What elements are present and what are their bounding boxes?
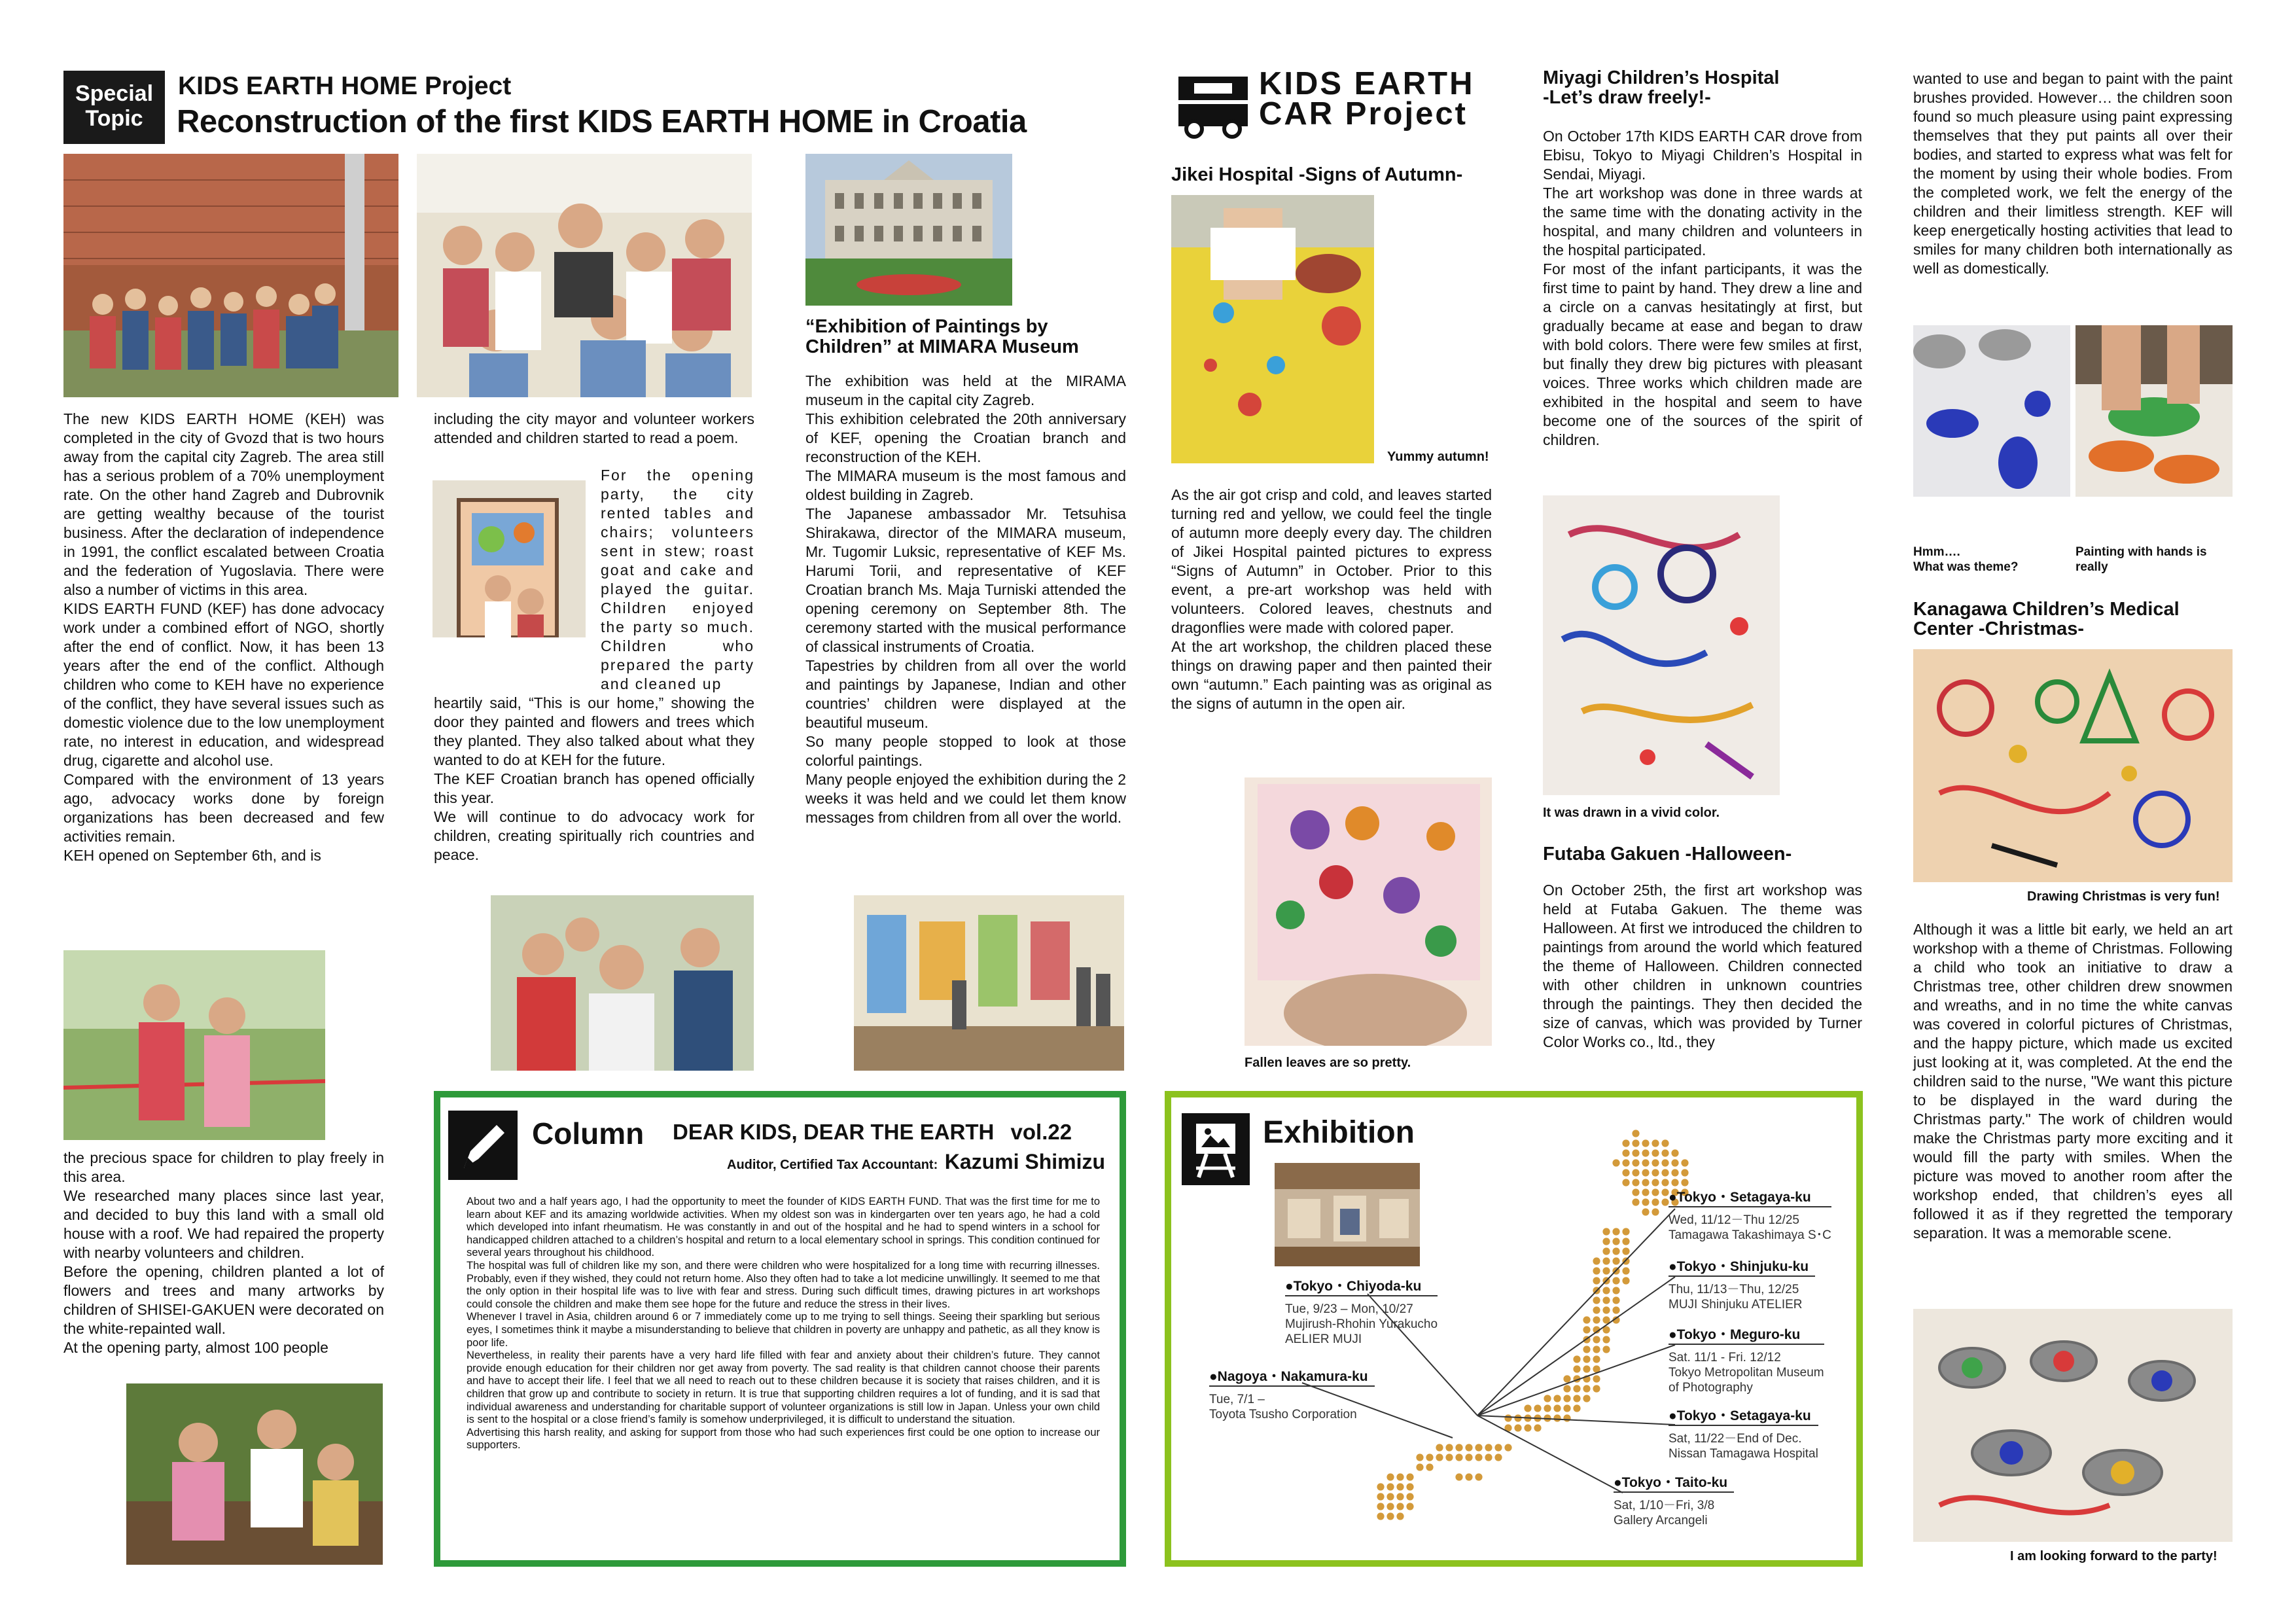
column-text	[467, 1196, 1100, 1452]
venue-shinjuku-date: Thu, 11/13－Thu, 12/25	[1669, 1283, 1799, 1296]
mimara-p4: The Japanese ambassador Mr. Tetsuhisa Shirakawa, director of the MIMARA museum, Mr. Tugomir Luksic, representative of KEF Ms. Harumi Torii, and representative of KEF Croatian branch Ms. Maja Turniski attended the opening ceremony on September 8th. The ceremony started with the musical performance of classical instruments of Croatia.	[805, 505, 1126, 655]
venue-chiyoda-loc: ●Tokyo・Chiyoda-ku	[1285, 1275, 1438, 1296]
keh-col1-p1: The new KIDS EARTH HOME (KEH) was completed in the city of Gvozd that is two hours away from the capital city Zagreb. The area still has a serious problem of a 70% unemployment rate. On the other hand Zagreb and Dubrovnik are getting wealthy because of the tourist business. After the declaration of independence in 1991, the conflict escalated between Croatia and the federation of Yugoslavia. There were also a number of victims in this area.	[63, 410, 384, 598]
venue-setagaya1-place1: Tamagawa Takashimaya S･C	[1669, 1228, 1831, 1242]
venue-setagaya1-loc: ●Tokyo・Setagaya-ku	[1669, 1186, 1831, 1207]
venue-nagoya-loc: ●Nagoya・Nakamura-ku	[1209, 1366, 1375, 1387]
mimara-text	[805, 372, 1126, 827]
column-author-role: Auditor, Certified Tax Accountant:	[727, 1158, 938, 1172]
keh-col1b-p3: Before the opening, children planted a lot of flowers and trees and many artworks by children of SHISEI-GAKUEN were decorated on the white-repainted wall.	[63, 1263, 384, 1337]
venue-meguro-date: Sat. 11/1 - Fri. 12/12	[1669, 1351, 1781, 1364]
kanagawa-heading-1: Kanagawa Children’s Medical	[1913, 599, 2180, 620]
keh-col2-wrap-p: For the opening party, the city rented tables and chairs; volunteers sent in stew; roast goat and cake and played the guitar. Children enjoyed the party so much. Children who prepared the party and cleaned up	[601, 467, 754, 692]
miyagi-p1: On October 17th KIDS EARTH CAR drove from Ebisu, Tokyo to Miyagi Children’s Hospital in Sendai, Miyagi.	[1543, 128, 1862, 183]
miyagi-p2: The art workshop was done in three wards at the same time with the donating activity in the hospital, and many children and volunteers in the hospital participated.	[1543, 185, 1862, 259]
mimara-p2: This exhibition celebrated the 20th anniversary of KEF, opening the Croatian branch and reconstruction of the KEH.	[805, 410, 1126, 465]
special-topic-badge	[63, 71, 165, 144]
column-series-name: DEAR KIDS, DEAR THE EARTH	[673, 1120, 995, 1144]
keh-col1-bottom	[63, 1149, 384, 1357]
column-box	[434, 1091, 1126, 1567]
keh-col1b-p4: At the opening party, almost 100 people	[63, 1339, 328, 1356]
column-label: Column	[532, 1116, 645, 1150]
exhibition-box	[1165, 1091, 1863, 1567]
venue-chiyoda-place1: Mujirush-Rhohin Yurakucho	[1285, 1317, 1438, 1331]
column-series	[673, 1120, 1072, 1145]
column-author-name: Kazumi Shimizu	[944, 1150, 1106, 1173]
jikei-heading: Jikei Hospital -Signs of Autumn-	[1171, 164, 1463, 185]
girls-ribbon-photo	[63, 950, 325, 1140]
venue-taito-place1: Gallery Arcangeli	[1614, 1514, 1708, 1527]
hands-caption-1: Painting with hands is	[2075, 545, 2207, 559]
keh-col2-p1: including the city mayor and volunteer workers attended and children started to read a poem.	[434, 410, 754, 446]
column-author	[727, 1150, 1105, 1174]
bowls-caption-2: What was theme?	[1913, 560, 2019, 574]
keh-col1b-p1: the precious space for children to play freely in this area.	[63, 1149, 384, 1185]
venue-meguro-place1: Tokyo Metropolitan Museum	[1669, 1366, 1824, 1380]
party-bowls-photo	[1913, 1309, 2233, 1542]
venue-shinjuku-loc: ●Tokyo・Shinjuku-ku	[1669, 1256, 1815, 1277]
keh-col1-p3: Compared with the environment of 13 years ago, advocacy works done by foreign organizations has been decreased and few activities remain.	[63, 771, 384, 845]
bowls-caption-1: Hmm….	[1913, 545, 1960, 559]
column-p3: Whenever I travel in Asia, children around 6 or 7 immediately come up to me trying to sell things. Seeing their sparkling but serious eyes, I sometimes think it maybe a misunderstanding to believe that children in poverty are unhappy and pathetic, as all they know is poor life.	[467, 1311, 1100, 1349]
column-p2: The hospital was full of children like my son, and there were children who were hospitalized for a long time with recurring illnesses. Probably, even if they wished, they could not return home. Also they often had to take a lot medicine unwillingly. It seemed to me that the only option in their hospital life was to live with fear and stress. During such difficult times, drawing pictures in art workshops could console the children and make them see hope for the future and reduce the stress in their lives.	[467, 1259, 1100, 1310]
miyagi-text	[1543, 127, 1862, 450]
keh-col1-p2: KIDS EARTH FUND (KEF) has done advocacy work under a combined effort of NGO, shortly after the end of conflict. Now, it has been 13 years after the end of the conflict. Although children who come to KEH have no experience of the conflict, they have several issues such as domestic violence due to the low unemployment rate, no interest in education, and widespread drug, cigarette and alcohol use.	[63, 600, 384, 769]
kanagawa-heading-2: Center -Christmas-	[1913, 618, 2085, 639]
keh-col2-rest	[434, 694, 754, 865]
mimara-heading: “Exhibition of Paintings by Children” at MIMARA Museum	[805, 316, 1079, 357]
jikei-leaves-photo	[1245, 777, 1492, 1046]
keh-col1b-p2: We researched many places since last year, and decided to buy this land with a small old house with a roof. We had repaired the property with nearby volunteers and children.	[63, 1187, 384, 1261]
keh-group-photo	[63, 154, 398, 397]
venue-setagaya2-place1: Nissan Tamagawa Hospital	[1669, 1447, 1818, 1461]
keh-col2-wrap	[601, 466, 754, 694]
boys-photo	[491, 895, 754, 1071]
jikei-caption-1: Yummy autumn!	[1387, 450, 1489, 464]
jikei-text	[1171, 486, 1492, 713]
column-p5: Advertising this harsh reality, and asking for support from those who had such experiences first could be one option to increase our supporters.	[467, 1426, 1100, 1452]
car-project-title-1: KIDS EARTH	[1259, 66, 1475, 101]
venue-taito-loc: ●Tokyo・Taito-ku	[1614, 1472, 1734, 1493]
hands-caption	[2075, 544, 2207, 575]
venue-setagaya2-loc: ●Tokyo・Setagaya-ku	[1669, 1405, 1818, 1426]
mimara-p1: The exhibition was held at the MIRAMA museum in the capital city Zagreb.	[805, 372, 1126, 408]
jikei-p2: At the art workshop, the children placed these things on drawing paper and then painted their own “autumn.” Each painting was as original as the signs of autumn in the open air.	[1171, 638, 1492, 712]
jikei-p1: As the air got crisp and cold, and leaves started turning red and yellow, we could feel the tingle of autumn more deeply every day. The children of Jikei Hospital painted pictures to express “Signs of Autumn” in October. Prior to this event, a pre-art workshop was held with volunteers. Colored leaves, chestnuts and dragonflies were made with colored paper.	[1171, 486, 1492, 636]
jikei-caption-2: Fallen leaves are so pretty.	[1245, 1056, 1411, 1070]
exhibition-title: Exhibition	[1263, 1115, 1415, 1150]
bowls-caption	[1913, 544, 2018, 575]
mimara-p6: So many people stopped to look at those colorful paintings.	[805, 733, 1126, 769]
miyagi-heading-1: Miyagi Children’s Hospital	[1543, 67, 1780, 88]
venue-shinjuku-place1: MUJI Shinjuku ATELIER	[1669, 1298, 1803, 1311]
venue-taito-date: Sat, 1/10－Fri, 3/8	[1614, 1499, 1715, 1512]
hand-painting-photo	[2075, 325, 2233, 497]
special-topic-badge-line2: Topic	[85, 106, 143, 131]
christmas-caption: Drawing Christmas is very fun!	[2027, 889, 2220, 904]
kanagawa-text	[1913, 920, 2233, 1243]
futaba-cont-p1: wanted to use and began to paint with the paint brushes provided. However… the children soon found so much pleasure using paint expressing themselves that they put paints all over their bodies, and started to express what was felt for the moment by using their whole bodies. From the completed work, we felt the energy of the children and their limitless strength. KEF will keep energetically hosting activities that lead to smiles for many children both internationally as well as domestically.	[1913, 70, 2233, 277]
pen-icon	[448, 1111, 518, 1180]
hands-caption-2: really	[2075, 560, 2108, 574]
keh-children-photo	[417, 154, 752, 397]
door-girls-photo	[433, 480, 586, 637]
mimara-p7: Many people enjoyed the exhibition during the 2 weeks it was held and we could let them know messages from children from all over the world.	[805, 771, 1126, 826]
venue-leader-lines	[1171, 1097, 1856, 1560]
miyagi-p3: For most of the infant participants, it was the first time to paint by hand. They drew a line and a circle on a canvas hesitatingly at first, but gradually became at ease and began to draw with bold colors. There were few smiles at first, but finally they drew big pictures with pleasant voices. Three works which children made are exhibited in the hospital and seem to have become one of the sources of the spirit of children.	[1543, 260, 1862, 448]
miyagi-heading-2: -Let’s draw freely!-	[1543, 87, 1711, 108]
futaba-p1: On October 25th, the first art workshop was held at Futaba Gakuen. The theme was Halloween. At first we introduced the children to paintings from around the world which featured the theme of Halloween. Children connected with other children in unknown countries through the paintings. They then decided the size of canvas, which was provided by Turner Color Works co., ltd., they	[1543, 882, 1862, 1050]
venue-chiyoda-date: Tue, 9/23 – Mon, 10/27	[1285, 1302, 1413, 1316]
column-vol: vol.22	[1010, 1120, 1072, 1144]
mimara-museum-photo	[805, 154, 1012, 306]
venue-nagoya-place1: Toyota Tsusho Corporation	[1209, 1408, 1357, 1421]
page-title: Reconstruction of the first KIDS EARTH HOME in Croatia	[177, 104, 1027, 139]
keh-col2-p5: We will continue to do advocacy work for children, creating spiritually rich countries and peace.	[434, 808, 754, 863]
venue-setagaya1-date: Wed, 11/12－Thu 12/25	[1669, 1213, 1799, 1227]
column-p4: Nevertheless, in reality their parents have a very hard life filled with fear and anxiety about their children’s future. They cannot provide enough education for their children nor get away from poverty. The sad reality is that children cannot choose their parents and have to accept their life. I feel that we all need to reach out to these children because it is society that raises children, and it is children that grow up and contribute to society in return. It is true that supporting children requires a lot of funding, and it is sad that individual awareness and understanding for charitable support of volunteer organizations is still low in Japan. Unless your own child is sent to the hospital or a close friend’s family is somehow underprivileged, it is difficult to understand the situation.	[467, 1349, 1100, 1426]
party-caption: I am looking forward to the party!	[2010, 1549, 2217, 1563]
mimara-p3: The MIMARA museum is the most famous and oldest building in Zagreb.	[805, 467, 1126, 503]
christmas-painting-photo	[1913, 649, 2233, 882]
futaba-text	[1543, 881, 1862, 1052]
paint-bowls-photo	[1913, 325, 2070, 497]
column-p1: About two and a half years ago, I had the opportunity to meet the founder of KIDS EARTH FUND. That was the first time for me to learn about KEF and its amazing worldwide activities. When my oldest son was in kindergarten over ten years ago, he had a cold which developed into infant rheumatism. He was constantly in and out of the hospital and he had to spend winters in a school for handicapped children attached to a children’s hospital and return to a local elementary school in springs. This condition continued for several years throughout his childhood.	[467, 1196, 1100, 1259]
venue-setagaya2-date: Sat, 11/22－End of Dec.	[1669, 1432, 1802, 1446]
keh-col2-p3: heartily said, “This is our home,” showing the door they painted and flowers and trees which they planted. They also talked about what they wanted to do at KEH for the future.	[434, 694, 754, 768]
keh-col1-top	[63, 410, 384, 865]
venue-meguro-place2: of Photography	[1669, 1381, 1753, 1395]
venue-nagoya-date: Tue, 7/1 –	[1209, 1393, 1265, 1406]
planting-photo	[126, 1383, 383, 1565]
car-icon	[1174, 67, 1252, 145]
venue-chiyoda-place2: AELIER MUJI	[1285, 1332, 1362, 1346]
special-topic-badge-line1: Special	[75, 81, 154, 106]
keh-col1-p4: KEH opened on September 6th, and is	[63, 847, 321, 864]
mimara-p5: Tapestries by children from all over the world and paintings by Japanese, Indian and other countries’ children were displayed at the beautiful museum.	[805, 657, 1126, 731]
miyagi-caption: It was drawn in a vivid color.	[1543, 806, 1720, 820]
futaba-continued-text	[1913, 69, 2233, 278]
venue-meguro-loc: ●Tokyo・Meguro-ku	[1669, 1324, 1824, 1345]
car-project-title-2: CAR Project	[1259, 96, 1468, 132]
keh-col2-p4: The KEF Croatian branch has opened officially this year.	[434, 770, 754, 806]
museum-interior-photo	[854, 895, 1124, 1071]
keh-col2-top	[434, 410, 754, 448]
futaba-heading: Futaba Gakuen -Halloween-	[1543, 844, 1792, 865]
miyagi-painting-photo	[1543, 495, 1780, 795]
kanagawa-p1: Although it was a little bit early, we held an art workshop with a theme of Christmas. Following a child who took an initiative to draw a Christmas tree, other children drew snowmen and wreaths, and in no time the white canvas was covered in colorful pictures of Christmas, and the happy picture, which made us excited just looking at it, was completed. At the end the children said to the nurse, "We want this picture to be displayed in the ward during the Christmas party." The work of children would make the Christmas party more exciting and it would fill the party with smiles. When the picture was moved to another room after the workshop ended, that children’s eyes all followed it as if they regretted the temporary separation. It was a memorable scene.	[1913, 921, 2233, 1241]
jikei-photo	[1171, 195, 1374, 463]
keh-kicker: KIDS EARTH HOME Project	[178, 72, 512, 100]
